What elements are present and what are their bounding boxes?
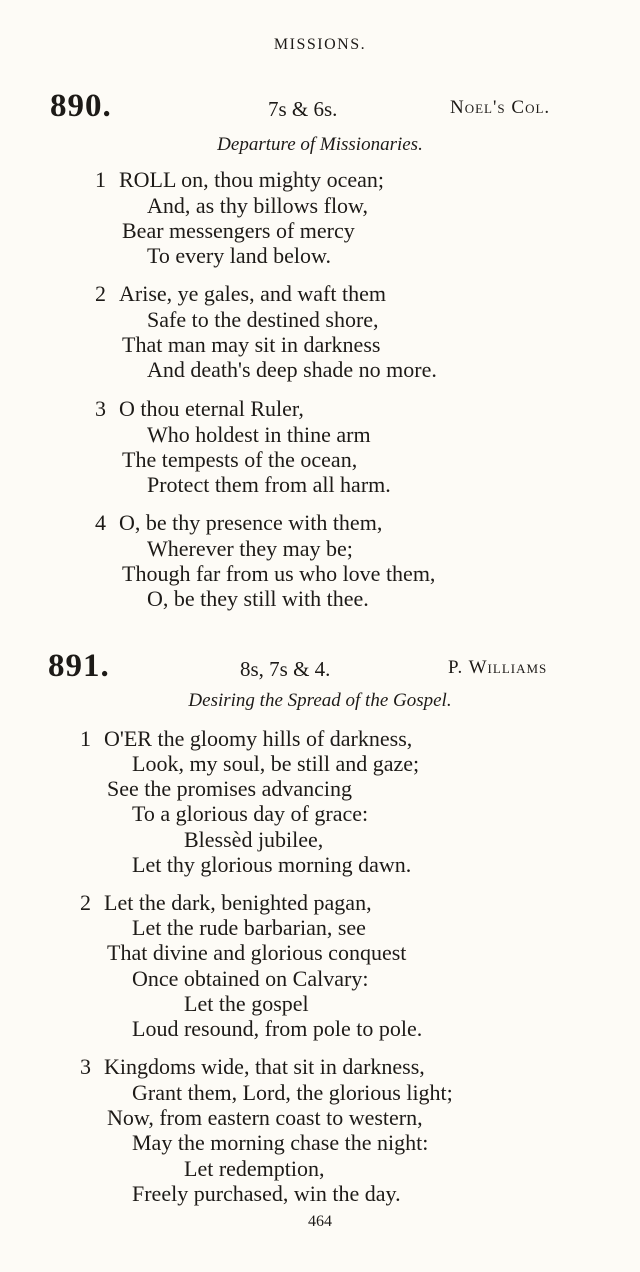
hymn-890-header: [0, 88, 640, 124]
verse-line: 3 O thou eternal Ruler,: [95, 396, 304, 421]
verse-line: See the promises advancing: [107, 776, 352, 801]
verse-number: 2: [80, 890, 91, 915]
verse-line: The tempests of the ocean,: [122, 447, 358, 472]
verse-line: Wherever they may be;: [147, 536, 353, 561]
hymn-891-header: [0, 648, 640, 684]
verse-line: To a glorious day of grace:: [132, 801, 369, 826]
verse-line: And death's deep shade no more.: [147, 357, 437, 382]
verse-line: Let redemption,: [184, 1156, 325, 1181]
verse-line: 1 O'ER the gloomy hills of darkness,: [80, 726, 413, 751]
verse-line: Let the gospel: [184, 991, 309, 1016]
verse-line: Bear messengers of mercy: [122, 218, 355, 243]
verse-line: 2 Let the dark, benighted pagan,: [80, 890, 372, 915]
verse-line: That divine and glorious conquest: [107, 940, 407, 965]
verse-number: 1: [95, 167, 106, 192]
verse-line: To every land below.: [147, 243, 331, 268]
verse-line: Protect them from all harm.: [147, 472, 391, 497]
verse-number: 1: [80, 726, 91, 751]
verse-line: Let the rude barbarian, see: [132, 915, 366, 940]
verse-line: O, be they still with thee.: [147, 586, 369, 611]
verse-line: 2 Arise, ye gales, and waft them: [95, 281, 386, 306]
page-number: 464: [308, 1213, 332, 1230]
verse-number: 3: [80, 1054, 91, 1079]
hymn-author: P. Williams: [448, 657, 548, 678]
verse-line: May the morning chase the night:: [132, 1130, 429, 1155]
verse-number: 4: [95, 510, 106, 535]
verse-line: Grant them, Lord, the glorious light;: [132, 1080, 453, 1105]
hymn-meter: 8s, 7s & 4.: [240, 657, 331, 681]
hymn-author: Noel's Col.: [450, 97, 551, 118]
hymn-title: Desiring the Spread of the Gospel.: [188, 690, 452, 711]
verse-line: And, as thy billows flow,: [147, 193, 369, 218]
verse-line: 3 Kingdoms wide, that sit in darkness,: [80, 1054, 425, 1079]
verse-line: Though far from us who love them,: [122, 561, 436, 586]
verse-line: Blessèd jubilee,: [184, 827, 324, 852]
hymn-title: Departure of Missionaries.: [217, 134, 423, 155]
hymn-number: 891.: [48, 648, 110, 684]
verse-line: 4 O, be thy presence with them,: [95, 510, 383, 535]
verse-line: Now, from eastern coast to western,: [107, 1105, 423, 1130]
verse-line: Safe to the destined shore,: [147, 307, 379, 332]
verse-line: Loud resound, from pole to pole.: [132, 1016, 423, 1041]
running-head: MISSIONS.: [273, 36, 367, 53]
verse-line: Look, my soul, be still and gaze;: [132, 751, 420, 776]
verse-line: That man may sit in darkness: [122, 332, 381, 357]
verse-line: Who holdest in thine arm: [147, 422, 371, 447]
verse-line: Freely purchased, win the day.: [132, 1181, 401, 1206]
verse-line: Once obtained on Calvary:: [132, 966, 369, 991]
verse-line: 1 ROLL on, thou mighty ocean;: [95, 167, 384, 192]
hymn-number: 890.: [50, 88, 112, 124]
verse-line: Let thy glorious morning dawn.: [132, 852, 412, 877]
verse-number: 2: [95, 281, 106, 306]
hymn-meter: 7s & 6s.: [268, 97, 338, 121]
verse-number: 3: [95, 396, 106, 421]
